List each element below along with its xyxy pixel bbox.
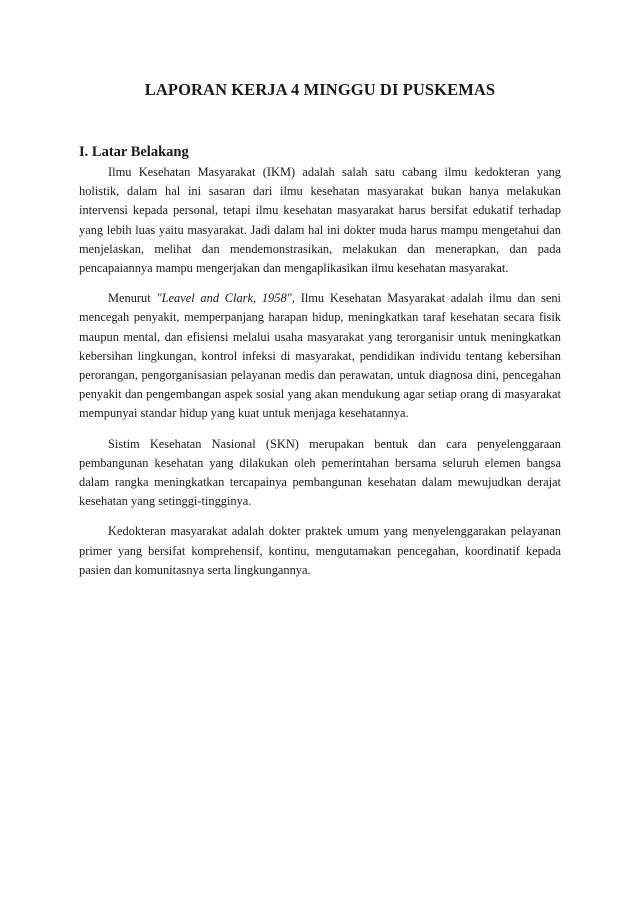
section-heading: I. Latar Belakang xyxy=(79,144,189,160)
paragraph-2-lead: Menurut xyxy=(108,291,157,306)
document-title: LAPORAN KERJA 4 MINGGU DI PUSKEMAS xyxy=(144,80,496,99)
section-body xyxy=(79,163,561,591)
paragraph-2-rest: Ilmu Kesehatan Masyarakat adalah ilmu dan seni mencegah penyakit, memperpanjang harapan hidup, meningkatkan taraf kesehatan secara fisik maupun mental, dan efisiensi melalui usaha masyarakat yang terorganisir untuk meningkatkan kebersihan lingkungan, kontrol infeksi di masyarakat, pendidikan individu tentang kebersihan perorangan, pengorganisasian pelayanan medis dan perawatan, untuk diagnosa dini, pencegahan penyakit dan pengembangan aspek sosial yang akan mendukung agar setiap orang di masyarakat mempunyai standar hidup yang kuat untuk menjaga kesehatannya. xyxy=(79,291,561,421)
citation: "Leavel and Clark, 1958", xyxy=(156,291,295,306)
paragraph-4: Kedokteran masyarakat adalah dokter praktek umum yang menyelenggarakan pelayanan primer yang bersifat komprehensif, kontinu, mengutamakan pencegahan, koordinatif kepada pasien dan komunitasnya serta lingkungannya. xyxy=(79,524,561,577)
paragraph-1: Ilmu Kesehatan Masyarakat (IKM) adalah salah satu cabang ilmu kedokteran yang holistik, dalam hal ini sasaran dari ilmu kesehatan masyarakat bukan hanya melakukan intervensi kepada personal, tetapi ilmu kesehatan masyarakat harus bersifat edukatif terhadap yang lebih luas yaitu masyarakat. Jadi dalam hal ini dokter muda harus mampu mengetahui dan menjelaskan, melihat dan mendemonstrasikan, melakukan dan menerapkan, dan pada pencapaiannya mampu mengerjakan dan mengaplikasikan ilmu kesehatan masyarakat. xyxy=(79,165,561,276)
paragraph-2 xyxy=(79,289,561,423)
paragraph-3: Sistim Kesehatan Nasional (SKN) merupakan bentuk dan cara penyelenggaraan pembangunan kesehatan yang dilakukan oleh pemerintahan bersama seluruh elemen bangsa dalam rangka meningkatkan tercapainya pembangunan kesehatan dalam mewujudkan derajat kesehatan yang setinggi-tingginya. xyxy=(79,436,561,509)
